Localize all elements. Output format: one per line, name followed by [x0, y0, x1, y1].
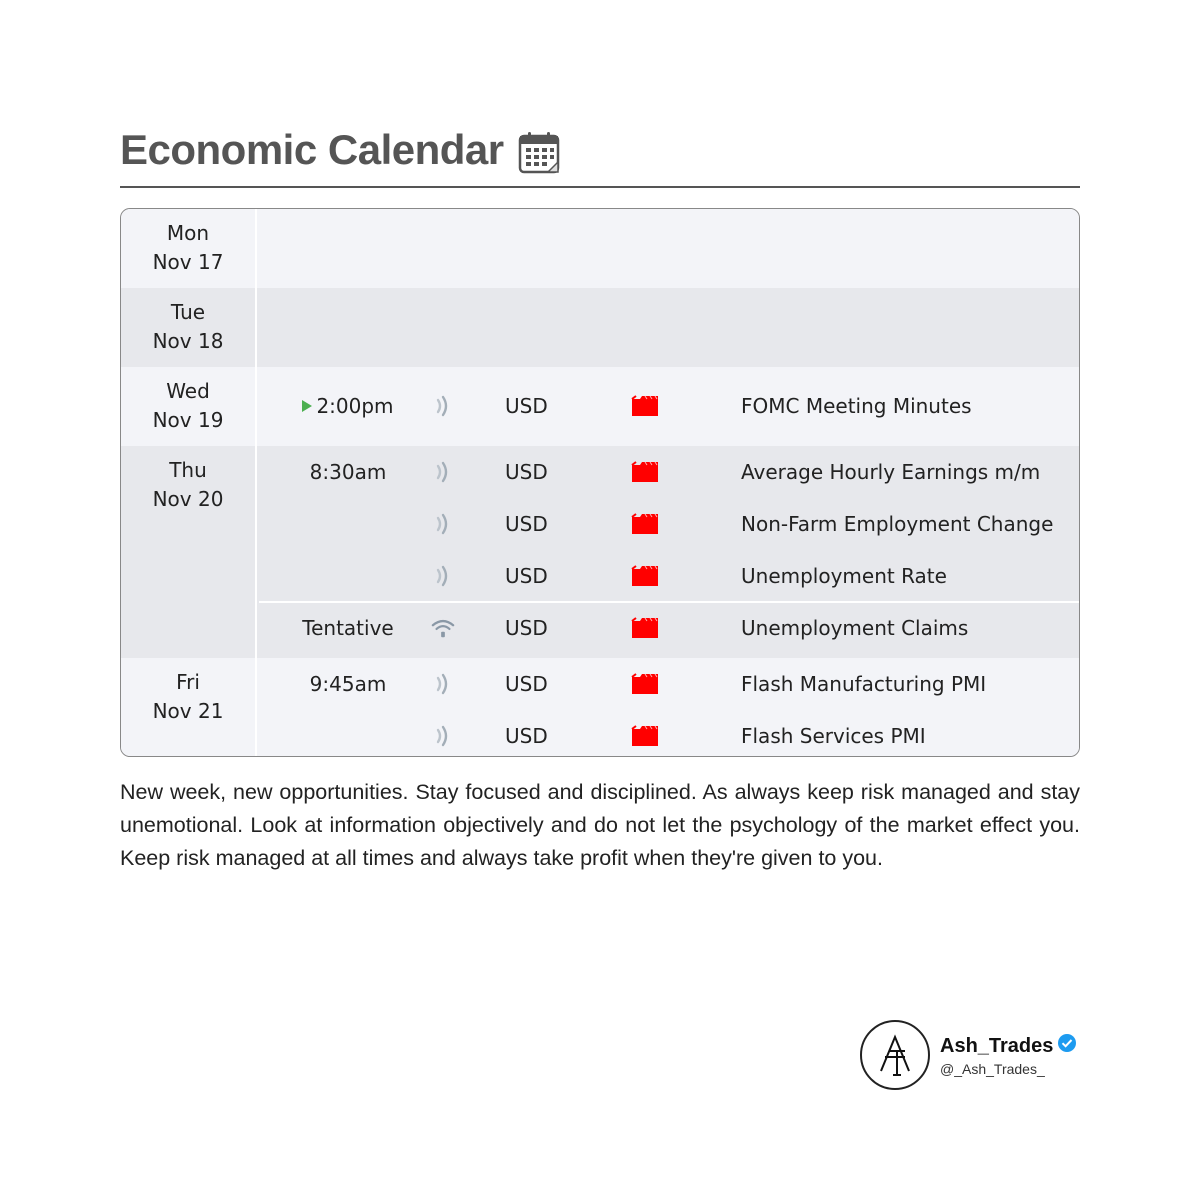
calendar-icon — [518, 130, 562, 176]
sound-wave-icon[interactable] — [431, 446, 455, 498]
event-currency: USD — [505, 672, 548, 696]
day-date: Nov 19 — [152, 408, 224, 432]
event-name[interactable]: Unemployment Claims — [741, 616, 969, 640]
sound-wave-icon[interactable] — [431, 550, 455, 602]
event-row[interactable] — [259, 550, 1079, 602]
day-date: Nov 20 — [152, 487, 224, 511]
event-time — [291, 446, 405, 498]
day-date: Nov 18 — [152, 329, 224, 353]
high-impact-folder-icon — [631, 602, 661, 654]
event-name[interactable]: Unemployment Rate — [741, 564, 947, 588]
event-time — [291, 602, 405, 654]
day-label — [121, 658, 257, 757]
day-row — [121, 658, 1079, 757]
day-weekday: Wed — [166, 379, 210, 403]
event-row[interactable] — [259, 498, 1079, 550]
day-row — [121, 209, 1079, 288]
event-name[interactable]: Non-Farm Employment Change — [741, 512, 1054, 536]
day-label — [121, 288, 257, 367]
high-impact-folder-icon — [631, 658, 661, 710]
page-title-row — [120, 124, 562, 176]
day-date: Nov 17 — [152, 250, 224, 274]
event-time-text: 9:45am — [309, 672, 387, 696]
day-weekday: Mon — [166, 221, 210, 245]
high-impact-folder-icon — [631, 498, 661, 550]
high-impact-folder-icon — [631, 710, 661, 757]
sound-wave-icon[interactable] — [431, 710, 455, 757]
day-weekday: Thu — [169, 458, 207, 482]
event-time-text: Tentative — [302, 616, 394, 640]
event-row[interactable] — [259, 446, 1079, 498]
event-time — [291, 498, 405, 550]
day-label — [121, 367, 257, 446]
day-weekday: Fri — [176, 670, 200, 694]
caption-text: New week, new opportunities. Stay focused and disciplined. As always keep risk managed and stay unemotional. Look at information objectively and do not let the psychology of the market effect you. Keep risk managed at all times and always take profit when they're given to you. — [120, 780, 1080, 870]
event-currency: USD — [505, 512, 548, 536]
event-row[interactable] — [259, 380, 1079, 432]
event-currency: USD — [505, 394, 548, 418]
high-impact-folder-icon — [631, 446, 661, 498]
sound-wave-icon[interactable] — [431, 380, 455, 432]
brand-handle: @_Ash_Trades_ — [940, 1061, 1045, 1077]
day-date: Nov 21 — [152, 699, 224, 723]
day-row — [121, 367, 1079, 446]
event-row[interactable] — [259, 658, 1079, 710]
title-divider — [120, 186, 1080, 188]
event-time — [291, 380, 405, 432]
wifi-icon[interactable] — [431, 602, 455, 654]
high-impact-folder-icon — [631, 550, 661, 602]
event-time — [291, 550, 405, 602]
event-name[interactable]: Flash Manufacturing PMI — [741, 672, 987, 696]
event-name[interactable]: FOMC Meeting Minutes — [741, 394, 972, 418]
brand-block — [860, 1020, 1077, 1090]
event-name[interactable]: Flash Services PMI — [741, 724, 926, 748]
event-row[interactable] — [259, 710, 1079, 757]
page-title: Economic Calendar — [120, 126, 504, 173]
upcoming-play-icon — [302, 400, 312, 412]
verified-badge-icon — [1057, 1033, 1077, 1059]
event-currency: USD — [505, 564, 548, 588]
sound-wave-icon[interactable] — [431, 498, 455, 550]
event-time — [291, 710, 405, 757]
event-time-text: 2:00pm — [316, 394, 394, 418]
economic-calendar-table — [120, 208, 1080, 757]
sound-wave-icon[interactable] — [431, 658, 455, 710]
event-time-text: 8:30am — [309, 460, 387, 484]
day-weekday: Tue — [170, 300, 206, 324]
brand-logo — [860, 1020, 930, 1090]
event-name[interactable]: Average Hourly Earnings m/m — [741, 460, 1041, 484]
high-impact-folder-icon — [631, 380, 661, 432]
event-currency: USD — [505, 724, 548, 748]
day-row — [121, 446, 1079, 658]
event-currency: USD — [505, 616, 548, 640]
day-row — [121, 288, 1079, 367]
event-currency: USD — [505, 460, 548, 484]
brand-name: Ash_Trades — [940, 1034, 1054, 1057]
event-time — [291, 658, 405, 710]
day-label — [121, 209, 257, 288]
event-row[interactable] — [259, 602, 1079, 654]
day-label — [121, 446, 257, 658]
